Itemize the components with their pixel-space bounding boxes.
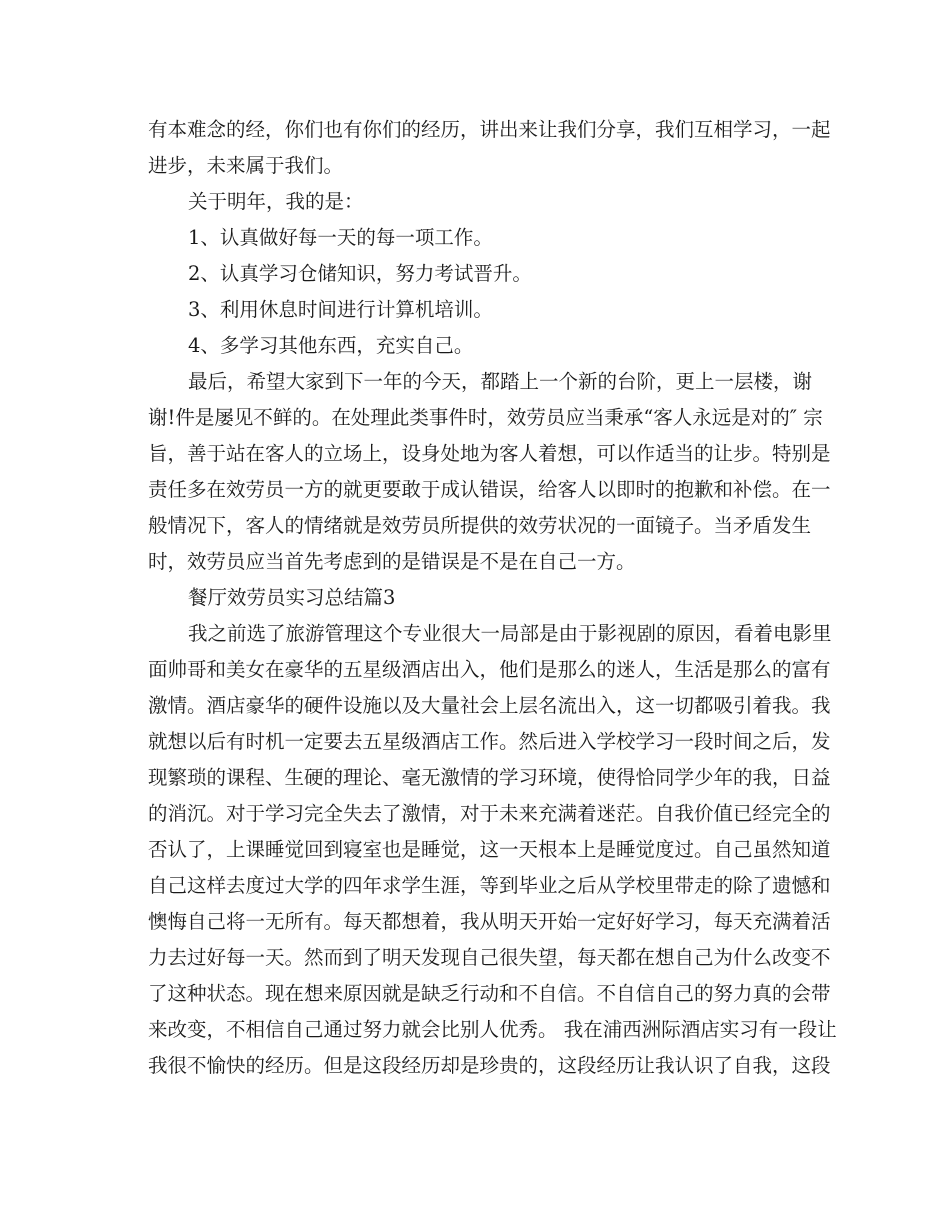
text-line: 般情况下，客人的情绪就是效劳员所提供的效劳状况的一面镜子。当矛盾发生	[148, 514, 812, 537]
text-line: 面帅哥和美女在豪华的五星级酒店出入，他们是那么的迷人，生活是那么的富有	[148, 658, 831, 681]
text-line: 力去过好每一天。然而到了明天发现自己很失望，每天都在想自己为什么改变不	[148, 946, 831, 969]
text-line: 有本难念的经，你们也有你们的经历，讲出来让我们分享，我们互相学习，一起	[148, 118, 831, 141]
text-line: 我很不愉快的经历。但是这段经历却是珍贵的，这段经历让我认识了自我，这段	[148, 1054, 831, 1077]
text-line: 关于明年，我的是：	[188, 190, 364, 213]
section-heading: 餐厅效劳员实习总结篇3	[188, 586, 396, 609]
list-item: 2、认真学习仓储知识，努力考试晋升。	[188, 262, 532, 285]
text-line: 我之前选了旅游管理这个专业很大一局部是由于影视剧的原因，看着电影里	[188, 622, 832, 645]
text-line: 激情。酒店豪华的硬件设施以及大量社会上层名流出入，这一切都吸引着我。我	[148, 694, 831, 717]
text-line: 自己这样去度过大学的四年求学生涯，等到毕业之后从学校里带走的除了遗憾和	[148, 874, 831, 897]
text-line: 来改变，不相信自己通过努力就会比别人优秀。 我在浦西洲际酒店实习有一段让	[148, 1018, 837, 1041]
text-line: 谢!件是屡见不鲜的。在处理此类事件时，效劳员应当秉承“客人永远是对的″ 宗	[148, 406, 823, 429]
text-line: 现繁琐的课程、生硬的理论、毫无激情的学习环境，使得恰同学少年的我，日益	[148, 766, 831, 789]
text-line: 责任多在效劳员一方的就更要敢于成认错误，给客人以即时的抱歉和补偿。在一	[148, 478, 831, 501]
text-line: 否认了，上课睡觉回到寝室也是睡觉，这一天根本上是睡觉度过。自己虽然知道	[148, 838, 831, 861]
text-line: 的消沉。对于学习完全失去了激情，对于未来充满着迷茫。自我价值已经完全的	[148, 802, 831, 825]
text-line: 进步，未来属于我们。	[148, 154, 344, 177]
list-item: 4、多学习其他东西，充实自己。	[188, 334, 474, 357]
text-line: 了这种状态。现在想来原因就是缺乏行动和不自信。不自信自己的努力真的会带	[148, 982, 831, 1005]
text-line: 就想以后有时机一定要去五星级酒店工作。然后进入学校学习一段时间之后，发	[148, 730, 831, 753]
list-item: 1、认真做好每一天的每一项工作。	[188, 226, 493, 249]
list-item: 3、利用休息时间进行计算机培训。	[188, 298, 493, 321]
text-line: 时，效劳员应当首先考虑到的是错误是不是在自己一方。	[148, 550, 636, 573]
text-line: 懊悔自己将一无所有。每天都想着，我从明天开始一定好好学习，每天充满着活	[148, 910, 831, 933]
text-line: 旨，善于站在客人的立场上，设身处地为客人着想，可以作适当的让步。特别是	[148, 442, 831, 465]
text-line: 最后，希望大家到下一年的今天，都踏上一个新的台阶，更上一层楼，谢	[188, 370, 813, 393]
